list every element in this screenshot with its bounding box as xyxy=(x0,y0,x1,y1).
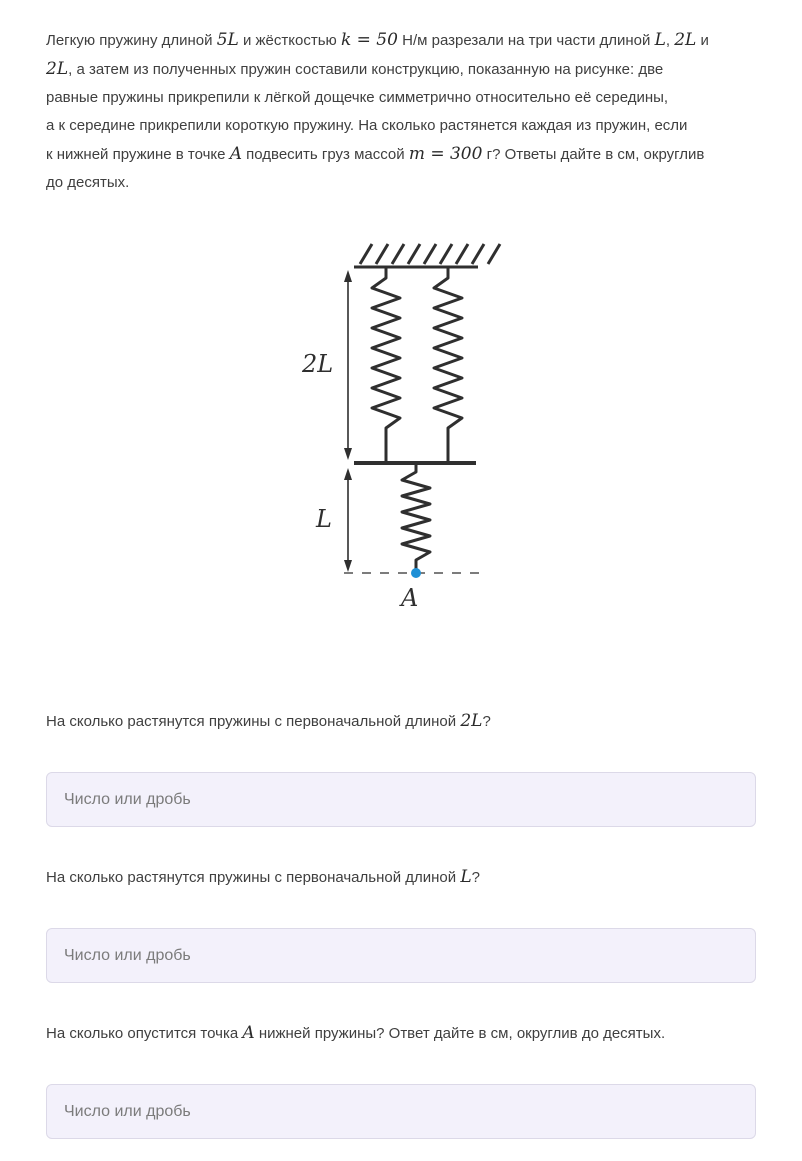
answer-input-1[interactable] xyxy=(47,773,755,826)
problem-statement xyxy=(46,26,762,197)
question-2-text: На сколько растянутся пружины с первоначальной длиной L? xyxy=(46,867,480,887)
answer-box-3[interactable] xyxy=(46,1084,756,1139)
problem-line: 2L, а затем из полученных пружин составили конструкцию, показанную на рисунке: две xyxy=(46,59,664,79)
question-3-text: На сколько опустится точка A нижней пружины? Ответ дайте в см, округлив до десятых. xyxy=(46,1023,666,1043)
problem-line: равные пружины прикрепили к лёгкой дощечке симметрично относительно её середины, xyxy=(46,89,669,106)
dimension-2L-arrow xyxy=(344,270,352,460)
question-1-text: На сколько растянутся пружины с первоначальной длиной 2L? xyxy=(46,711,491,731)
problem-line: Легкую пружину длиной 5L и жёсткостью k = 50 Н/м разрезали на три части длиной L, 2L и xyxy=(46,30,709,50)
label-L: L xyxy=(316,505,332,533)
problem-line: к нижней пружине в точке A подвесить груз массой m = 300 г? Ответы дайте в см, округлив xyxy=(46,144,705,164)
answer-input-3[interactable] xyxy=(47,1085,755,1138)
ceiling xyxy=(354,244,500,267)
answer-input-2[interactable] xyxy=(47,929,755,982)
label-2L: 2L xyxy=(302,350,334,378)
point-a-dot xyxy=(411,568,421,578)
right-spring-2L xyxy=(434,267,462,463)
spring-diagram-svg xyxy=(290,236,510,626)
label-A: A xyxy=(401,584,419,612)
problem-line: а к середине прикрепили короткую пружину. На сколько растянется каждая из пружин, если xyxy=(46,117,688,134)
left-spring-2L xyxy=(372,267,400,463)
spring-diagram xyxy=(290,236,510,626)
bottom-spring-L xyxy=(402,463,430,573)
answer-box-1[interactable] xyxy=(46,772,756,827)
answer-box-2[interactable] xyxy=(46,928,756,983)
dimension-L-arrow xyxy=(344,468,352,572)
problem-line: до десятых. xyxy=(46,174,130,191)
